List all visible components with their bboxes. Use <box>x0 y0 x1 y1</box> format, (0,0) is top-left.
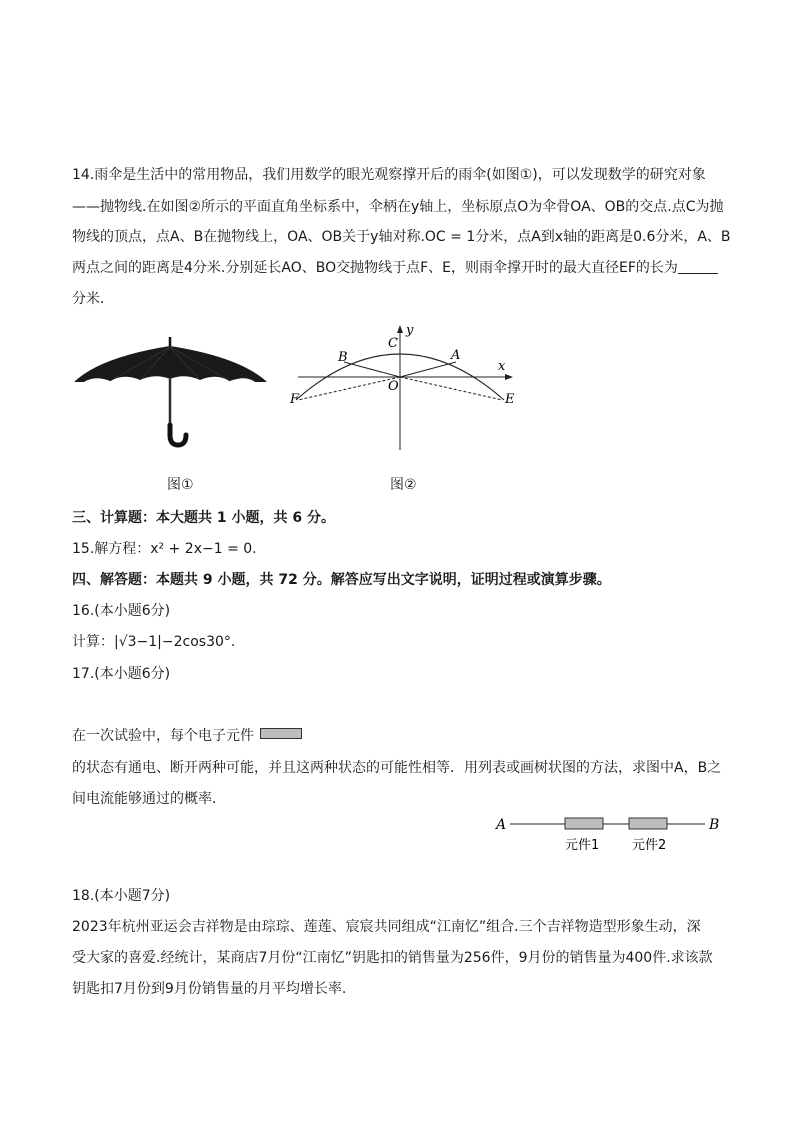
section-3-heading: 三、计算题：本大题共 1 小题，共 6 分。 <box>72 510 335 526</box>
q17-line-3: 间电流能够通过的概率． <box>72 791 226 807</box>
component-1-label: 元件1 <box>565 838 600 853</box>
umbrella-figure <box>70 335 270 455</box>
q18-line-1: 2023年杭州亚运会吉祥物是由琮琮、莲莲、宸宸共同组成“江南忆”组合.三个吉祥物造型形象生动，深 <box>72 919 701 935</box>
dashed-of <box>298 377 400 400</box>
label-f: F <box>290 392 300 407</box>
fig1-caption: 图① <box>167 477 194 493</box>
q18-line-3: 钥匙扣7月份到9月份销售量的月平均增长率. <box>72 981 347 997</box>
y-axis-arrow-icon <box>397 325 403 333</box>
q17-line-1-text: 在一次试验中，每个电子元件 <box>72 728 254 744</box>
q16-header: 16.(本小题6分) <box>72 603 171 619</box>
q18-line-2: 受大家的喜爱.经统计，某商店7月份“江南忆”钥匙扣的销售量为256件，9月份的销售量为400件.求该款 <box>72 950 713 966</box>
q14-line-3: 物线的顶点，点A、B在抛物线上，OA、OB关于y轴对称.OC = 1分米，点A到x轴的距离是0.6分米，A、B <box>72 229 731 245</box>
circuit-label-b: B <box>709 817 720 833</box>
fig2-caption: 图② <box>390 477 417 493</box>
label-y: y <box>406 323 414 338</box>
q14-line-2: ——抛物线.在如图②所示的平面直角坐标系中，伞柄在y轴上，坐标原点O为伞骨OA、OB的交点.点C为抛 <box>72 199 724 215</box>
q17-line-2: 的状态有通电、断开两种可能，并且这两种状态的可能性相等．用列表或画树状图的方法，求图中A，B之 <box>72 760 722 776</box>
component-icon <box>260 728 302 739</box>
q14-line-5: 分米． <box>72 291 114 307</box>
section-4-heading: 四、解答题：本题共 9 小题，共 72 分。解答应写出文字说明，证明过程或演算步骤。 <box>72 572 611 588</box>
label-c: C <box>388 336 398 351</box>
label-a: A <box>451 348 461 363</box>
component-1 <box>565 818 603 829</box>
rib-oa <box>400 362 456 377</box>
dashed-oe <box>400 377 502 400</box>
circuit-diagram <box>490 810 730 860</box>
answer-blank <box>678 259 718 274</box>
circuit-label-a: A <box>496 817 507 833</box>
q15-text: 15.解方程：x² + 2x−1 = 0. <box>72 541 257 557</box>
q14-line-4 <box>72 258 718 278</box>
component-2-label: 元件2 <box>632 838 667 853</box>
x-axis-arrow-icon <box>505 374 513 380</box>
q14-line-4-text: 两点之间的距离是4分米.分别延长AO、BO交抛物线于点F、E，则雨伞撑开时的最大直径EF的长为 <box>72 260 678 276</box>
q17-header: 17.(本小题6分) <box>72 666 171 682</box>
q14-line-1: 14.雨伞是生活中的常用物品，我们用数学的眼光观察撑开后的雨伞(如图①)，可以发现数学的研究对象 <box>72 167 706 183</box>
q17-line-1 <box>72 726 302 746</box>
label-x: x <box>498 359 506 374</box>
rib-ob <box>344 362 400 377</box>
q18-header: 18.(本小题7分) <box>72 888 171 904</box>
q16-body: 计算：|√3−1|−2cos30°. <box>72 634 236 650</box>
label-b: B <box>338 350 348 365</box>
label-e: E <box>505 392 515 407</box>
label-o: O <box>388 379 399 394</box>
parabola-diagram <box>284 322 524 462</box>
component-2 <box>629 818 667 829</box>
